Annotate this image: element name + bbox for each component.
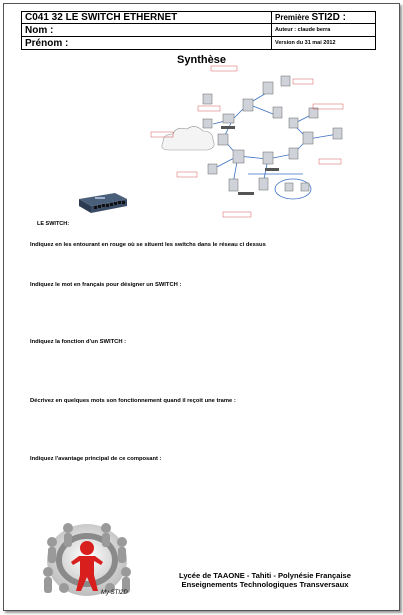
network-diagram (143, 64, 358, 224)
question-5: Indiquez l'avantage principal de ce composant : (30, 456, 162, 462)
header-table (21, 11, 376, 50)
document-code-title: C041 32 LE SWITCH ETHERNET (22, 12, 272, 24)
switch-caption: LE SWITCH: (37, 221, 70, 227)
page-title: Synthèse (177, 54, 226, 66)
school-program: Enseignements Technologiques Transversaux (181, 580, 349, 589)
logo-caption: My STI2D (101, 590, 128, 596)
version-cell: Version du 31 mai 2012 (272, 37, 376, 50)
question-3: Indiquez la fonction d'un SWITCH : (30, 339, 127, 345)
question-1: Indiquez en les entourant en rouge où se situent les switchs dans le réseau ci dessus (30, 242, 266, 248)
school-footer (148, 571, 382, 589)
question-2: Indiquez le mot en français pour désigner un SWITCH : (30, 282, 182, 288)
ethernet-switch-image (75, 189, 130, 219)
author-cell: Auteur : claude berra (272, 24, 376, 37)
prenom-field-label: Prénom : (22, 37, 272, 50)
nom-field-label: Nom : (22, 24, 272, 37)
class-name: STI2D : (311, 12, 346, 23)
class-cell (272, 12, 376, 24)
class-prefix: Première (275, 13, 310, 22)
my-sti2d-logo (28, 512, 146, 602)
question-4: Décrivez en quelques mots son fonctionnement quand il reçoit une trame : (30, 398, 236, 404)
school-name: Lycée de TAAONE - Tahiti - Polynésie Française (178, 571, 352, 580)
